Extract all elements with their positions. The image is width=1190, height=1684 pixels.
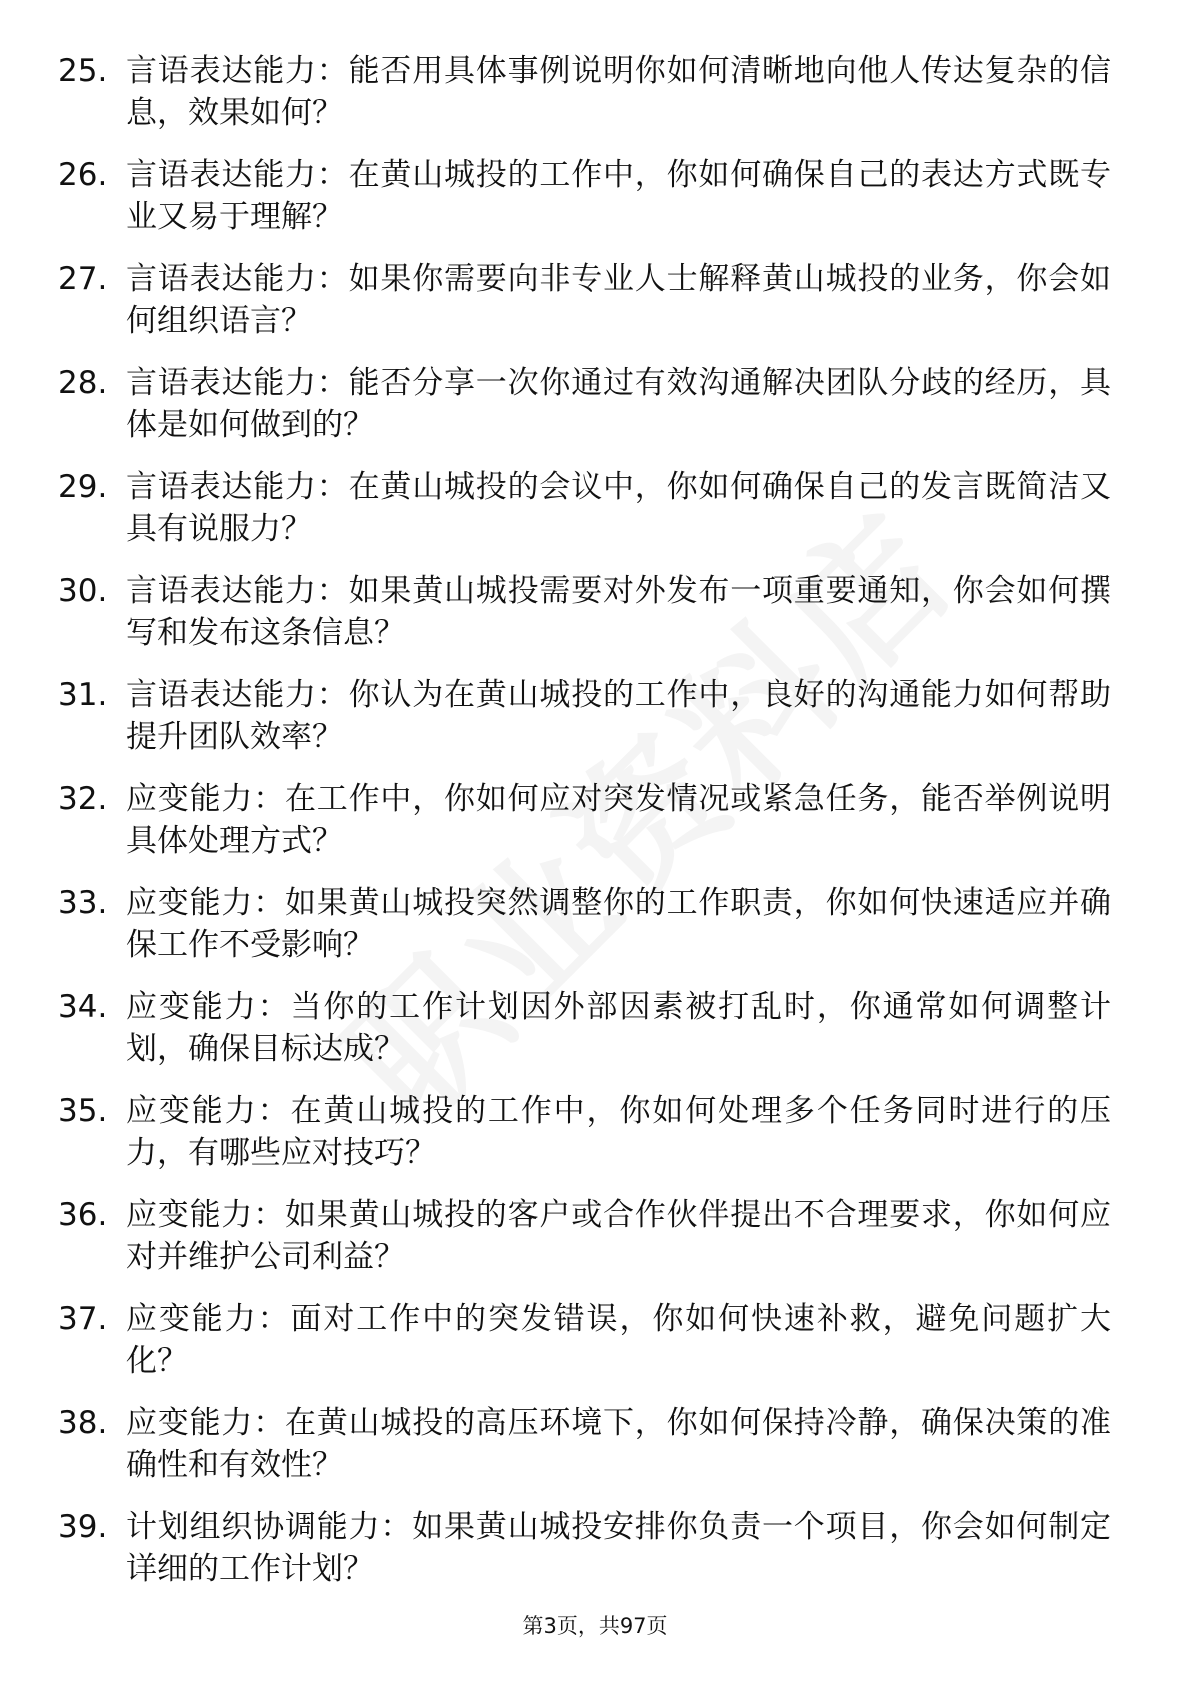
question-number: 26. — [58, 157, 108, 193]
question-item — [0, 154, 1190, 238]
question-number: 29. — [58, 469, 108, 505]
question-number: 28. — [58, 365, 108, 401]
question-text: 言语表达能力：如果黄山城投需要对外发布一项重要通知，你会如何撰写和发布这条信息？ — [126, 573, 1111, 651]
question-text: 应变能力：在工作中，你如何应对突发情况或紧急任务，能否举例说明具体处理方式？ — [126, 781, 1111, 859]
question-text: 应变能力：如果黄山城投的客户或合作伙伴提出不合理要求，你如何应对并维护公司利益？ — [126, 1197, 1111, 1275]
question-number: 39. — [58, 1509, 108, 1545]
question-item — [0, 570, 1190, 654]
question-item — [0, 50, 1190, 134]
page-footer — [0, 1610, 1190, 1640]
question-text: 应变能力：面对工作中的突发错误，你如何快速补救，避免问题扩大化？ — [126, 1301, 1111, 1379]
question-item — [0, 258, 1190, 342]
question-text: 言语表达能力：能否用具体事例说明你如何清晰地向他人传达复杂的信息，效果如何？ — [126, 53, 1111, 131]
question-item — [0, 778, 1190, 862]
question-number: 38. — [58, 1405, 108, 1441]
question-number: 35. — [58, 1093, 108, 1129]
question-list — [0, 50, 1190, 1610]
question-text: 言语表达能力：在黄山城投的会议中，你如何确保自己的发言既简洁又具有说服力？ — [126, 469, 1111, 547]
question-number: 33. — [58, 885, 108, 921]
question-text: 言语表达能力：如果你需要向非专业人士解释黄山城投的业务，你会如何组织语言？ — [126, 261, 1111, 339]
question-text: 应变能力：在黄山城投的工作中，你如何处理多个任务同时进行的压力，有哪些应对技巧？ — [126, 1093, 1111, 1171]
question-text: 应变能力：如果黄山城投突然调整你的工作职责，你如何快速适应并确保工作不受影响？ — [126, 885, 1111, 963]
question-text: 应变能力：在黄山城投的高压环境下，你如何保持冷静，确保决策的准确性和有效性？ — [126, 1405, 1111, 1483]
question-item — [0, 674, 1190, 758]
page-number-label: 第3页，共97页 — [522, 1614, 668, 1638]
question-text: 言语表达能力：在黄山城投的工作中，你如何确保自己的表达方式既专业又易于理解？ — [126, 157, 1111, 235]
question-item — [0, 986, 1190, 1070]
question-item — [0, 1298, 1190, 1382]
question-item — [0, 1506, 1190, 1590]
question-item — [0, 882, 1190, 966]
question-item — [0, 1090, 1190, 1174]
question-item — [0, 1194, 1190, 1278]
question-item — [0, 362, 1190, 446]
question-item — [0, 1402, 1190, 1486]
question-number: 25. — [58, 53, 108, 89]
question-number: 30. — [58, 573, 108, 609]
question-text: 应变能力：当你的工作计划因外部因素被打乱时，你通常如何调整计划，确保目标达成？ — [126, 989, 1111, 1067]
question-item — [0, 466, 1190, 550]
question-number: 27. — [58, 261, 108, 297]
question-text: 计划组织协调能力：如果黄山城投安排你负责一个项目，你会如何制定详细的工作计划？ — [126, 1509, 1111, 1587]
question-number: 34. — [58, 989, 108, 1025]
question-text: 言语表达能力：你认为在黄山城投的工作中，良好的沟通能力如何帮助提升团队效率？ — [126, 677, 1111, 755]
question-number: 31. — [58, 677, 108, 713]
question-number: 32. — [58, 781, 108, 817]
question-text: 言语表达能力：能否分享一次你通过有效沟通解决团队分歧的经历，具体是如何做到的？ — [126, 365, 1111, 443]
question-number: 37. — [58, 1301, 108, 1337]
question-number: 36. — [58, 1197, 108, 1233]
